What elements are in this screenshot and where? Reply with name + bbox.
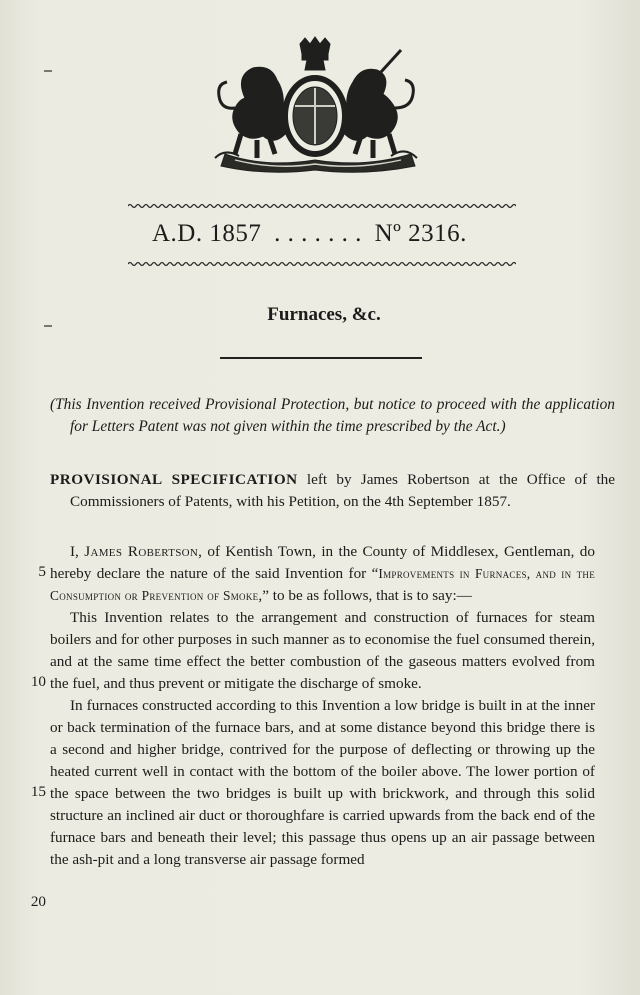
inventor-name: James Robertson [84, 543, 199, 560]
leader-dots: . . . . . . . [274, 220, 362, 247]
subject-rule [220, 357, 422, 359]
specification-label: PROVISIONAL SPECIFICATION [50, 471, 298, 488]
line-number-10: 10 [30, 673, 46, 690]
provisional-notice: (This Invention received Provisional Protection, but notice to proceed with the application for Letters Patent was not given within the time prescribed by the Act.) [50, 396, 615, 435]
decorative-wavy-rule-top [128, 203, 516, 209]
declaration-text-3: ,” to be as follows, that is to say:— [258, 587, 472, 604]
paragraph-declaration [50, 541, 595, 607]
decorative-wavy-rule-bottom [128, 261, 516, 267]
declaration-text-2: , of Kentish Town, in the County of Middlesex, Gentleman, do hereby declare the nature of the said Invention for “ [50, 543, 595, 582]
paragraph-furnace-construction: In furnaces constructed according to this Invention a low bridge is built in at the inner or back termination of the furnace bars, and at some distance beyond this bridge there is a second and higher bridge, contrived for the purpose of deflecting or throwing up the heated current well in contact with the bottom of the boiler above. The lower portion of the space between the two bridges is built up with brickwork, and through this solid structure an inclined air duct or thoroughfare is carried upwards from the back end of the furnace bars and beneath their level; this passage thus opens up an air passage between the ash-pit and a long transverse air passage formed [50, 697, 595, 868]
patent-number: Nº 2316. [374, 220, 467, 247]
line-number-15: 15 [30, 783, 46, 800]
specification-body [50, 541, 595, 871]
subject-heading: Furnaces, &c. [267, 304, 381, 325]
ad-year: A.D. 1857 [152, 220, 262, 247]
paragraph-invention-relates: This Invention relates to the arrangement and construction of furnaces for steam boilers and for other purposes in such manner as to economise the fuel consumed therein, and at the same time effect the better combustion of the gaseous matters evolved from the fuel, and thus prevent or mitigate the discharge of smoke. [50, 609, 595, 692]
margin-mark [44, 70, 52, 72]
royal-coat-of-arms-icon [205, 36, 425, 174]
specification-details: left by James Robertson at the Office of the Commissioners of Patents, with his Petition, on the 4th September 1857. [70, 471, 615, 510]
line-number-20: 20 [30, 893, 46, 910]
specification-heading [50, 469, 615, 513]
margin-mark [44, 325, 52, 327]
line-number-5: 5 [38, 563, 46, 580]
declaration-text-1: I, [70, 543, 85, 560]
invention-title: Improvements in Furnaces, and in the Consumption or Prevention of Smoke [50, 566, 595, 603]
patent-title-line [152, 220, 512, 248]
